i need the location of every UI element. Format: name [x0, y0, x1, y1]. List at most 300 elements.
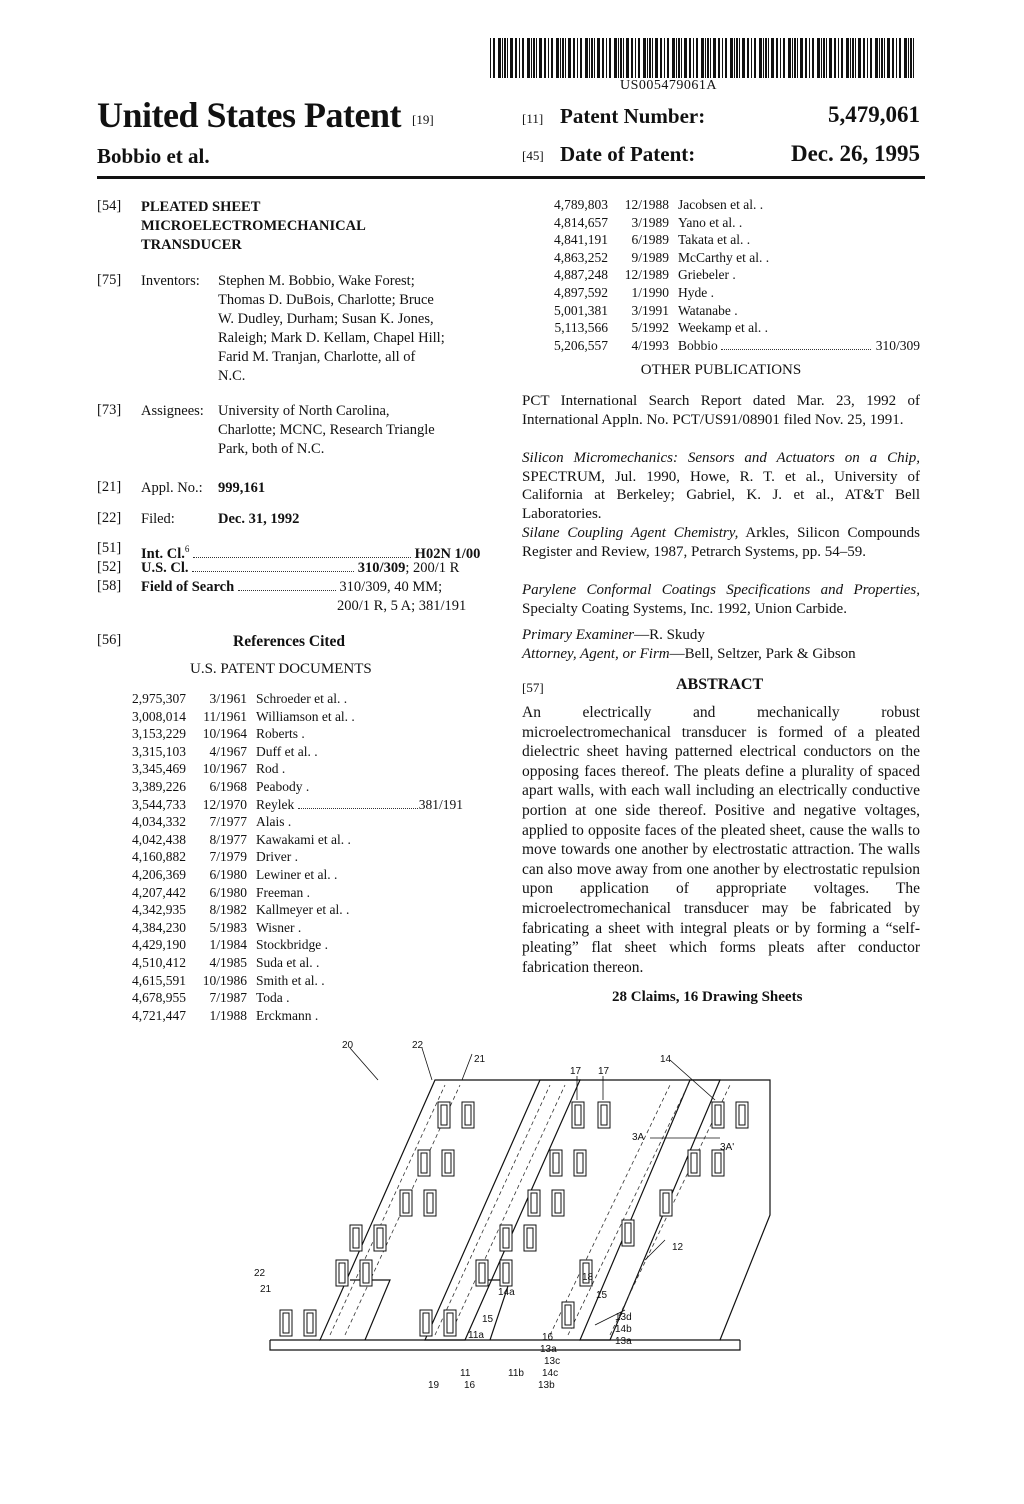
barcode-bar [863, 38, 865, 78]
ref-date: 8/1977 [209, 831, 247, 847]
barcode-bar [908, 38, 909, 78]
assignees-line: University of North Carolina, [218, 403, 390, 419]
barcode-bar [725, 38, 727, 78]
barcode-bar [551, 38, 553, 78]
ref-number: 4,207,442 [132, 884, 186, 900]
reference-row [100, 972, 463, 990]
barcode-bar [852, 38, 854, 78]
assignees-line: Park, both of N.C. [218, 441, 325, 457]
reference-row [100, 796, 463, 814]
us-docs-heading: U.S. PATENT DOCUMENTS [190, 661, 372, 677]
barcode-bar [870, 38, 872, 78]
ref-name: Toda . [256, 990, 290, 1006]
abstract-heading: ABSTRACT [676, 676, 764, 693]
publication-entry [522, 449, 920, 523]
ref-number: 4,429,190 [132, 937, 186, 953]
ref-number: 4,042,438 [132, 831, 186, 847]
ref-date: 3/1991 [631, 302, 669, 318]
pleat-wall-inner [503, 1263, 509, 1283]
figure-label: 11a [468, 1330, 484, 1341]
figure-label: 13c [544, 1356, 561, 1367]
figure-label: 16 [542, 1332, 554, 1343]
ref-date: 10/1986 [202, 972, 247, 988]
publication-title: Silicon Micromechanics: Sensors and Actuators on a Chip, [522, 450, 920, 466]
ref-name: Kallmeyer et al. . [256, 902, 350, 918]
barcode-bar [568, 38, 571, 78]
ref-date: 1/1984 [209, 937, 247, 953]
figure-label: 12 [672, 1242, 684, 1253]
reference-row [522, 266, 920, 284]
field-label: Field of Search [141, 579, 235, 595]
barcode-bar [589, 38, 590, 78]
ref-number: 4,615,591 [132, 972, 186, 988]
ref-class: 381/191 [418, 796, 463, 812]
barcode-bar [858, 38, 861, 78]
ref-name: Kawakami et al. . [256, 831, 351, 847]
publication-details: Arkles, Silicon Compounds Register and Review, 1987, Petrarch Systems, pp. 54–59. [522, 525, 920, 560]
barcode-bar [652, 38, 653, 78]
figure-label: 11 [460, 1368, 471, 1379]
ref-name: Smith et al. . [256, 972, 325, 988]
barcode-bar [776, 38, 778, 78]
figure-label: 17 [598, 1066, 610, 1077]
appl-code: [21] [97, 479, 122, 495]
ref-date: 12/1988 [624, 197, 669, 212]
barcode-bar [792, 38, 793, 78]
ref-number: 4,897,592 [554, 284, 608, 300]
barcode-bar [794, 38, 796, 78]
barcode-bar [739, 38, 740, 78]
barcode-bar [812, 38, 814, 78]
barcode-bar [800, 38, 803, 78]
ref-number: 2,975,307 [132, 691, 186, 706]
publication-entry: PCT International Search Report dated Mar. 23, 1992 of International Appln. No. PCT/US91/08901 filed Nov. 25, 1991. [522, 393, 920, 428]
reference-row [522, 284, 920, 302]
ref-number: 4,678,955 [132, 990, 186, 1006]
intcl-value: H02N 1/00 [414, 545, 481, 562]
barcode-bar [850, 38, 851, 78]
date-label: Date of Patent: [560, 142, 696, 166]
barcode-bar [736, 38, 738, 78]
barcode-bar [577, 38, 578, 78]
reference-row [100, 778, 463, 796]
patent-number-row [522, 110, 543, 128]
barcode-bar [829, 38, 832, 78]
publication-details: SPECTRUM, Jul. 1990, Howe, R. T. et al., University of California at Berkeley; Gabriel, K. J. et al., AT&T Bell Laboratories. [522, 468, 920, 522]
barcode-bar [620, 38, 622, 78]
ref-date: 9/1989 [631, 249, 669, 265]
ref-number: 4,510,412 [132, 954, 186, 970]
figure-label: 17 [570, 1066, 582, 1077]
reference-row [100, 866, 463, 884]
intcl-label: Int. Cl. [141, 545, 185, 562]
primary-examiner [522, 627, 705, 644]
barcode-bar [881, 38, 883, 78]
barcode-bar [667, 38, 669, 78]
ref-name: Griebeler . [678, 267, 736, 283]
ref-name: Erckmann . [256, 1007, 319, 1023]
leader-dots [238, 590, 336, 591]
pleat-wall-inner [363, 1263, 369, 1283]
barcode-bar [631, 38, 633, 78]
ref-date: 6/1968 [209, 778, 247, 794]
pleat-wall-inner [283, 1313, 289, 1333]
barcode-bar [539, 38, 542, 78]
appl-number: 999,161 [218, 480, 266, 496]
barcode-bar [504, 38, 506, 78]
barcode-bar [838, 38, 839, 78]
field-row [141, 578, 442, 597]
publication-title: Silane Coupling Agent Chemistry, [522, 525, 739, 541]
pleat-wall-inner [421, 1153, 427, 1173]
figure-label: 21 [474, 1054, 486, 1065]
ref-date: 5/1992 [631, 320, 669, 336]
ref-number: 4,721,447 [132, 1007, 186, 1023]
uscl-value-rest: ; 200/1 R [405, 560, 460, 576]
ref-number: 4,034,332 [132, 814, 186, 830]
invention-title-line: MICROELECTROMECHANICAL [141, 218, 366, 234]
ref-date: 7/1987 [209, 990, 247, 1006]
barcode-bar [609, 38, 611, 78]
figure-label: 14c [542, 1368, 559, 1379]
ref-number: 3,389,226 [132, 778, 186, 794]
ref-number: 4,206,369 [132, 866, 186, 882]
barcode-bar [701, 38, 704, 78]
barcode-bar [763, 38, 764, 78]
reference-row [522, 302, 920, 320]
pleat-wall-inner [527, 1228, 533, 1248]
barcode-bar [515, 38, 517, 78]
other-publications-heading: OTHER PUBLICATIONS [640, 362, 802, 378]
pleat-wall-inner [353, 1228, 359, 1248]
barcode-bar [817, 38, 820, 78]
barcode-bar [660, 38, 662, 78]
reference-row [100, 1007, 463, 1025]
figure-label: 3A [632, 1132, 645, 1143]
pleat-wall-inner [575, 1105, 581, 1125]
uscl-row [141, 559, 491, 578]
reference-row [100, 901, 463, 919]
figure-label: 15 [596, 1290, 608, 1301]
ref-number: 4,160,882 [132, 849, 186, 865]
pleat-wall-inner [377, 1228, 383, 1248]
ref-name: Rod . [256, 761, 286, 777]
reference-row [522, 214, 920, 232]
ref-date: 5/1983 [209, 919, 247, 935]
figure-label: 20 [342, 1040, 354, 1051]
leader-line [462, 1054, 472, 1080]
ref-number: 3,153,229 [132, 726, 186, 742]
barcode-bar [722, 38, 723, 78]
barcode-bar [562, 38, 564, 78]
reference-row [100, 919, 463, 937]
ref-name: Hyde . [678, 284, 714, 300]
pleat-wall-inner [307, 1313, 313, 1333]
reference-row [100, 813, 463, 831]
document-number: US005479061A [620, 78, 718, 93]
barcode-bar [643, 38, 646, 78]
inventors-code: [75] [97, 272, 122, 288]
pleat-wall-inner [465, 1105, 471, 1125]
barcode-bar [681, 38, 682, 78]
leader-dots [298, 808, 418, 809]
ref-name [678, 337, 871, 355]
barcode-bar [913, 38, 914, 78]
patent-number: 5,479,061 [828, 102, 920, 127]
abstract-code: [57] [522, 680, 544, 695]
barcode-bar [809, 38, 810, 78]
figure-label: 11b [508, 1368, 524, 1379]
attorney-label: Attorney, Agent, or Firm [522, 646, 670, 662]
figure-label: 19 [428, 1380, 440, 1391]
barcode-bar [689, 38, 691, 78]
barcode-bar [734, 38, 735, 78]
appl-label: Appl. No.: [141, 480, 203, 496]
barcode-bar [556, 38, 559, 78]
publication-entry [522, 524, 920, 561]
ref-number: 4,814,657 [554, 214, 608, 230]
ref-number: 5,001,381 [554, 302, 608, 318]
patent-date: Dec. 26, 1995 [790, 141, 920, 166]
pleat-wall-inner [531, 1193, 537, 1213]
barcode-bar [585, 38, 588, 78]
barcode-bar [826, 38, 827, 78]
assignees-code: [73] [97, 402, 122, 418]
pleat-wall-inner [403, 1193, 409, 1213]
barcode-bar [623, 38, 624, 78]
ref-name: Watanabe . [678, 302, 738, 318]
ref-name: Alais . [256, 814, 292, 830]
ref-number: 4,887,248 [554, 267, 608, 283]
ref-name: Suda et al. . [256, 954, 320, 970]
ref-name: Schroeder et al. . [256, 691, 348, 706]
barcode-bar [544, 38, 546, 78]
barcode-bar [834, 38, 836, 78]
pleat-wall-inner [663, 1193, 669, 1213]
pleat-wall-inner [715, 1105, 721, 1125]
figure-label: 14 [660, 1054, 672, 1065]
figure-label: 13a [615, 1336, 632, 1347]
barcode-bar [522, 38, 524, 78]
leader-line [350, 1048, 378, 1080]
barcode-bar [754, 38, 756, 78]
barcode-bar [821, 38, 822, 78]
barcode-bar [684, 38, 687, 78]
filed-code: [22] [97, 510, 122, 526]
ref-date: 10/1964 [202, 726, 247, 742]
pleat-wall-inner [625, 1223, 631, 1243]
ref-name: Williamson et al. . [256, 708, 355, 724]
barcode-bar [696, 38, 698, 78]
pleat-wall-inner [339, 1263, 345, 1283]
reference-row [100, 848, 463, 866]
ref-number: 4,841,191 [554, 232, 608, 248]
barcode-bar [498, 38, 501, 78]
barcode-bar [614, 38, 617, 78]
barcode-bar [899, 38, 901, 78]
barcode-bar [507, 38, 508, 78]
date-code: [45] [522, 148, 544, 163]
ref-number: 3,008,014 [132, 708, 186, 724]
barcode-bar [759, 38, 762, 78]
ref-date: 12/1989 [624, 267, 669, 283]
intcl-sup: 6 [184, 544, 190, 554]
barcode-bar [884, 38, 885, 78]
barcode-bar [647, 38, 648, 78]
inventors-line: Raleigh; Mark D. Kellam, Chapel Hill; [218, 330, 445, 346]
invention-title [141, 198, 366, 255]
barcode-bar [771, 38, 774, 78]
reference-row [100, 831, 463, 849]
inventor-short: Bobbio et al. [97, 144, 210, 168]
barcode-bar [768, 38, 769, 78]
barcode-bar [594, 38, 595, 78]
barcode-bar [780, 38, 781, 78]
invention-title-line: TRANSDUCER [141, 237, 242, 253]
refs-heading: References Cited [233, 633, 346, 650]
barcode-bar [606, 38, 607, 78]
us-references-continued [522, 196, 920, 354]
figure-label: 16 [464, 1380, 476, 1391]
reference-row [100, 690, 463, 708]
barcode-bar [896, 38, 897, 78]
barcode-bar [718, 38, 720, 78]
inventors-line: Stephen M. Bobbio, Wake Forest; [218, 273, 415, 289]
barcode-bar [533, 38, 535, 78]
pleat-wall-inner [503, 1228, 509, 1248]
inventors-line: N.C. [218, 368, 246, 384]
ref-date: 6/1980 [209, 866, 247, 882]
ref-date: 4/1967 [209, 743, 247, 759]
barcode-bar [649, 38, 651, 78]
pleat-wall-inner [715, 1153, 721, 1173]
ref-class: 310/309 [875, 337, 920, 353]
barcode-bar [751, 38, 752, 78]
ref-name: Freeman . [256, 884, 310, 900]
barcode-bar [855, 38, 856, 78]
barcode-bar [626, 38, 629, 78]
figure-label: 18 [582, 1272, 594, 1283]
pleat-wall-inner [553, 1153, 559, 1173]
ref-name [256, 796, 418, 814]
barcode-bar [618, 38, 619, 78]
barcode-bar [747, 38, 749, 78]
pleat-wall-inner [577, 1153, 583, 1173]
leader-dots [721, 349, 871, 350]
reference-row [100, 936, 463, 954]
ref-date: 4/1985 [209, 954, 247, 970]
barcode-bar [531, 38, 532, 78]
patent-title: United States Patent [97, 95, 401, 135]
barcode-bar [536, 38, 537, 78]
barcode-bar [910, 38, 912, 78]
pleat-wall-inner [691, 1153, 697, 1173]
filed-date: Dec. 31, 1992 [218, 511, 300, 527]
ref-name-text: Reylek [256, 796, 295, 812]
barcode-bar [765, 38, 767, 78]
barcode [490, 38, 916, 78]
leader-line [422, 1048, 432, 1080]
barcode-bar [892, 38, 894, 78]
ref-number: 4,342,935 [132, 902, 186, 918]
ref-date: 10/1967 [202, 761, 247, 777]
reference-row [100, 725, 463, 743]
reference-row [100, 989, 463, 1007]
patent-number-code: [11] [522, 111, 544, 126]
barcode-bar [797, 38, 798, 78]
ref-name: Driver . [256, 849, 298, 865]
barcode-bar [710, 38, 711, 78]
ref-number: 3,544,733 [132, 796, 186, 812]
inventors-line: W. Dudley, Durham; Susan K. Jones, [218, 311, 434, 327]
publication-entry [522, 581, 920, 618]
reference-row [100, 760, 463, 778]
pleat-wall-inner [447, 1313, 453, 1333]
barcode-bar [693, 38, 694, 78]
inventors-line: Thomas D. DuBois, Charlotte; Bruce [218, 292, 434, 308]
barcode-bar [502, 38, 503, 78]
ref-date: 8/1982 [209, 902, 247, 918]
pleat-wall-inner [739, 1105, 745, 1125]
ref-name: Lewiner et al. . [256, 866, 338, 882]
barcode-bar [887, 38, 890, 78]
ref-date: 1/1990 [631, 284, 669, 300]
ref-date: 1/1988 [209, 1007, 247, 1023]
leader-dots [193, 557, 411, 558]
ref-date: 6/1980 [209, 884, 247, 900]
ref-date: 3/1961 [209, 691, 247, 706]
assignees-label: Assignees: [141, 403, 204, 419]
pleat-wall-inner [601, 1105, 607, 1125]
ref-name: Weekamp et al. . [678, 320, 768, 336]
figure-label: 14a [498, 1287, 515, 1298]
barcode-bar [655, 38, 658, 78]
ref-date: 7/1979 [209, 849, 247, 865]
field-code: [58] [97, 578, 122, 594]
figure-label: 22 [254, 1268, 266, 1279]
barcode-bar [560, 38, 561, 78]
ref-name: McCarthy et al. . [678, 249, 770, 265]
uscl-code: [52] [97, 559, 122, 575]
pleat-wall-inner [555, 1193, 561, 1213]
invention-title-line: PLEATED SHEET [141, 199, 261, 215]
barcode-bar [867, 38, 868, 78]
ref-name: Yano et al. . [678, 214, 743, 230]
attorney [522, 646, 856, 663]
leader-dots [192, 571, 354, 572]
figure-label: 13a [540, 1344, 557, 1355]
patent-number-label: Patent Number: [560, 104, 706, 128]
intcl-code: [51] [97, 540, 122, 556]
notch [350, 1280, 390, 1340]
barcode-bar [846, 38, 849, 78]
figure-label: 13b [538, 1380, 555, 1391]
ref-date: 7/1977 [209, 814, 247, 830]
barcode-bar [490, 38, 491, 78]
reference-row [522, 249, 920, 267]
figure-label: 21 [260, 1284, 272, 1295]
uscl-value: 310/309 [357, 560, 406, 576]
barcode-bar [510, 38, 513, 78]
barcode-bar [879, 38, 880, 78]
publication-details: Specialty Coating Systems, Inc. 1992, Union Carbide. [522, 600, 847, 617]
barcode-bar [805, 38, 807, 78]
pleat-wall-inner [441, 1105, 447, 1125]
ref-number: 3,345,469 [132, 761, 186, 777]
barcode-bar [580, 38, 582, 78]
pleat-wall-inner [445, 1153, 451, 1173]
publication-title: Parylene Conformal Coatings Specifications and Properties, [522, 582, 920, 598]
